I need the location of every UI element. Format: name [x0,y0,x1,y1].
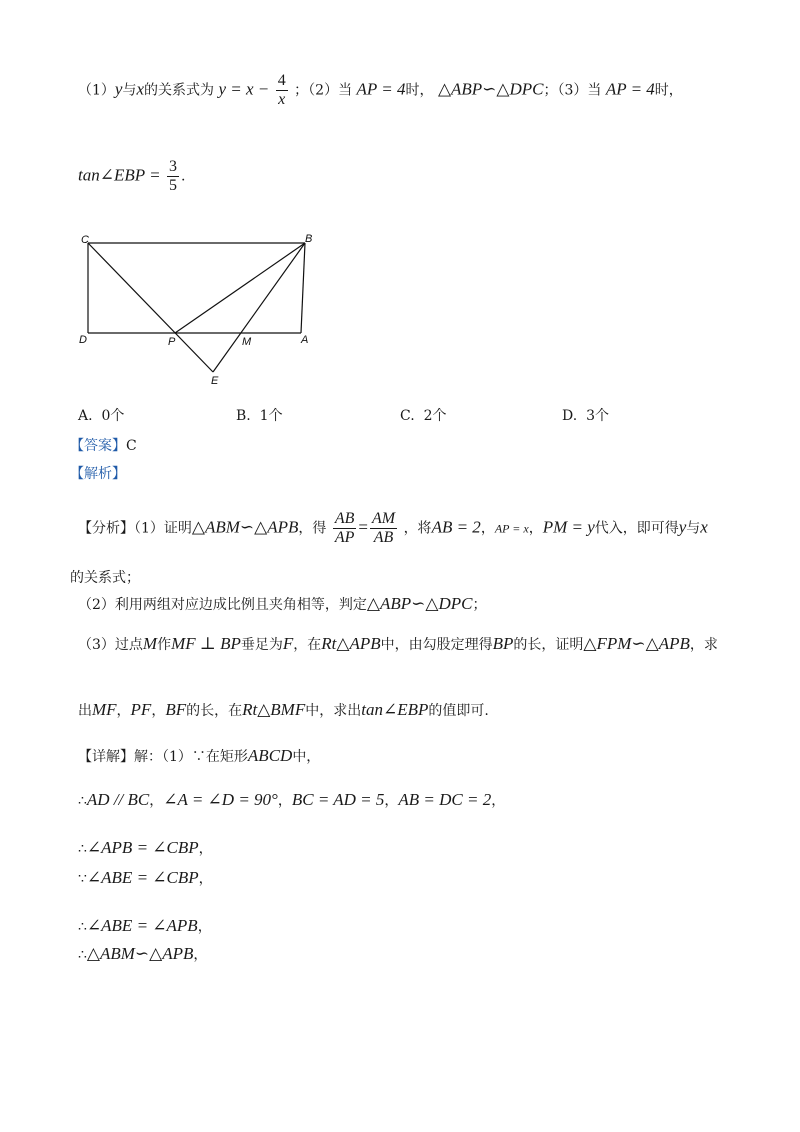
answer-line [70,436,137,456]
math: ∠A = ∠D = 90° [163,790,278,809]
var-f: F [282,634,294,653]
option-text: 3个 [586,408,610,424]
numerator: AM [372,510,396,527]
math-ap-eq-4: AP = 4 [356,79,406,99]
text: ， [193,947,208,963]
therefore-symbol: ∴ [78,947,87,963]
segment-be [213,243,305,372]
equation-line-1 [78,790,505,811]
segment-ba [301,243,305,333]
therefore-symbol: ∴ [78,793,87,809]
option-text: 1个 [259,408,283,424]
option-a [78,405,124,425]
detail-line [78,746,320,767]
option-text: 2个 [423,408,447,424]
denominator: x [278,91,286,108]
text: . [181,168,186,185]
text: 的关系式； [70,570,140,586]
label-b: B [305,233,313,245]
fraction-3-over-5 [167,158,179,195]
text: ，得 [298,520,327,537]
var-y: y [678,517,687,537]
equation-lhs: y = x − [218,79,270,99]
var-x: x [136,79,145,99]
option-b [236,405,283,425]
text: ；（2）当 [294,82,353,99]
option-d [562,405,609,425]
answer-tag: 【答案】 [70,438,126,454]
math: ∠ABE = ∠CBP [86,868,199,887]
math: ∠APB = ∠CBP [86,838,199,857]
denominator: AB [373,529,394,546]
text: 代入，即可得 [594,520,679,537]
analysis-tag: 【解析】 [70,466,126,482]
math: ∠ABE = ∠APB [86,916,198,935]
option-letter: B. [236,408,251,424]
text: ， [116,703,131,719]
text: ， [491,793,506,809]
denominator: AP [334,529,355,546]
option-c [400,405,447,425]
text: （3）过点 [78,637,143,653]
math-ap: AP = x [494,521,529,536]
text: 的关系式为 [144,82,215,99]
label-e: E [211,375,219,387]
text: （1） [78,82,115,99]
var-y: y [114,79,123,99]
fraction-ab-over-ap [333,510,357,547]
text: ， [151,703,166,719]
text: ， [277,793,292,809]
math-similar: △ABP∽△DPC [366,594,473,613]
fraction-4-over-x [276,72,288,109]
text: ， [198,871,213,887]
var-m: M [142,634,158,653]
math-similar: △FPM∽△APB [583,634,690,653]
analysis-tag-line [70,464,126,484]
segment-ce [88,243,213,372]
var-bp: BP [492,634,514,653]
math-perp: MF ⊥ BP [171,634,241,653]
label-p: P [168,336,176,348]
detail-tag: 【详解】 [78,749,134,765]
text: 垂足为 [240,637,283,653]
equation-line-2 [78,838,213,859]
fenxi-continuation [70,568,140,588]
var-pf: PF [130,700,152,719]
text: ，求 [689,637,718,653]
text: （1）证明 [134,520,192,537]
text: 中， [292,749,321,765]
math-rt-triangle: Rt△APB [321,634,381,653]
math-pm: PM = y [542,517,595,537]
text: ， [198,841,213,857]
math-tan: tan∠EBP [361,700,429,719]
text: 时， [654,82,683,99]
text: ， [384,793,399,809]
text: ，将 [403,520,432,537]
text: 时， [405,82,434,99]
text: 的值即可. [428,703,489,719]
fenxi-line [78,510,708,547]
text: ，在 [293,637,322,653]
text: 作 [157,637,172,653]
text: ， [149,793,164,809]
text: ， [480,520,495,537]
text: （2）利用两组对应边成比例且夹角相等，判定 [78,597,367,613]
text: ； [472,597,487,613]
math-rt-triangle: Rt△BMF [242,700,306,719]
math: AB = DC = 2 [398,790,492,809]
step-3-line [78,634,718,655]
var-bf: BF [165,700,187,719]
fraction-am-over-ab [370,510,397,547]
option-letter: A. [78,408,93,424]
var-abcd: ABCD [247,746,293,765]
step-3-continuation [78,700,489,721]
because-symbol: ∵ [78,871,87,887]
label-a: A [301,334,309,346]
question-summary-line-2 [78,158,185,195]
text: 的长，在 [186,703,243,719]
therefore-symbol: ∴ [78,841,87,857]
text: 与 [122,82,137,99]
question-summary-line-1 [78,72,683,109]
label-m: M [242,336,252,348]
label-d: D [79,334,87,346]
therefore-symbol: ∴ [78,919,87,935]
text: 的长，证明 [513,637,584,653]
text: ， [197,919,212,935]
text: ， [528,520,543,537]
math: △ABM∽△APB [86,944,194,963]
math: BC = AD = 5 [291,790,385,809]
fenxi-tag: 【分析】 [78,520,134,537]
math-ap-eq-4: AP = 4 [605,79,655,99]
text: 解：（1）∵在矩形 [134,749,248,765]
equation-line-5 [78,944,207,965]
math-similar-triangles: △ABP∽△DPC [437,79,544,99]
numerator: 3 [169,158,177,175]
option-letter: D. [562,408,578,424]
math: AD // BC [86,790,150,809]
label-c: C [81,234,89,246]
math-ab: AB = 2 [431,517,481,537]
var-mf: MF [92,700,117,719]
option-text: 0个 [101,408,125,424]
math-similar: △ABM∽△APB [191,517,299,537]
equals: = [358,517,368,537]
numerator: 4 [277,72,286,89]
denominator: 5 [169,177,177,194]
option-letter: C. [400,408,415,424]
numerator: AB [334,510,355,527]
text: 中，求出 [305,703,362,719]
geometry-figure [72,230,332,390]
equation-line-3 [78,868,213,889]
tan-expression: tan∠EBP = [78,165,161,185]
var-x: x [700,517,708,537]
equation-line-4 [78,916,212,937]
answer-value: C [126,438,137,454]
text: 与 [686,520,701,537]
text: 中，由勾股定理得 [380,637,493,653]
step-2-line [78,594,486,615]
text: ；（3）当 [543,82,602,99]
segment-bp [175,243,305,333]
text: 出 [78,703,92,719]
